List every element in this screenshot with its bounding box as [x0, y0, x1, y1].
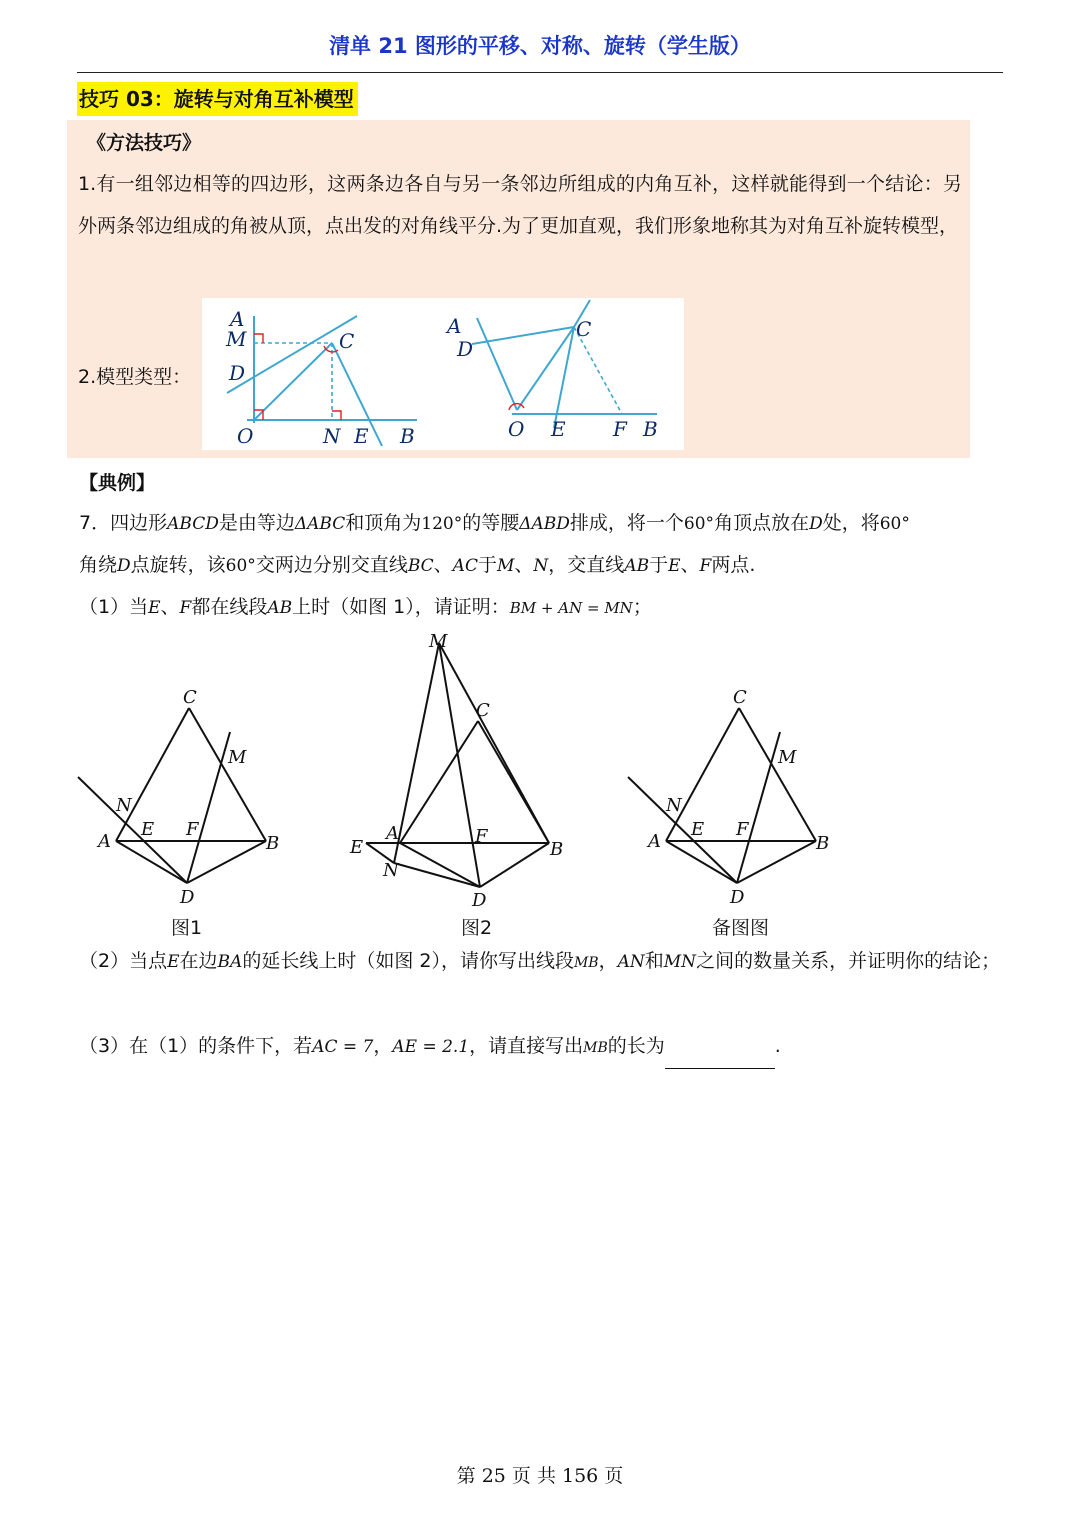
fig2-label-B: B — [550, 839, 564, 860]
header-divider — [77, 72, 1003, 73]
fig1-label-M: M — [228, 747, 247, 768]
fig2-label-E: E — [350, 837, 364, 858]
model-right-label-F: F — [613, 417, 627, 441]
page-footer: 第 25 页 共 156 页 — [456, 1465, 624, 1487]
fig2-caption: 图2 — [461, 917, 493, 939]
model-left-label-A: A — [230, 307, 245, 331]
fig1-label-C: C — [183, 687, 197, 708]
model-type-label: 2.模型类型： — [78, 366, 192, 388]
fig1-label-E: E — [141, 819, 155, 840]
fig2-label-N: N — [383, 860, 399, 881]
model-left-label-O: O — [237, 424, 254, 448]
fig1-label-N: N — [116, 795, 132, 816]
fig1-label-A: A — [98, 831, 111, 852]
model-right-label-O: O — [508, 417, 525, 441]
figures-area — [70, 625, 1010, 945]
fig2-label-A: A — [386, 823, 399, 844]
model-right-label-B: B — [643, 417, 658, 441]
model-diagram — [202, 298, 684, 450]
question-7-line-1: 7．四边形ABCD是由等边ΔABC和顶角为120°的等腰ΔABD排成，将一个60°角顶点放在D处，将60° — [79, 512, 910, 534]
model-left-label-E: E — [354, 424, 369, 448]
method-heading: 《方法技巧》 — [87, 132, 202, 154]
answer-blank[interactable] — [665, 1046, 775, 1069]
fig2-label-C: C — [476, 700, 490, 721]
section-title: 技巧 03：旋转与对角互补模型 — [77, 82, 358, 116]
model-right-label-E: E — [551, 417, 566, 441]
fig3-label-N: N — [666, 795, 682, 816]
fig1-label-B: B — [266, 833, 280, 854]
model-right-label-A: A — [447, 314, 462, 338]
method-text: 1.有一组邻边相等的四边形，这两条边各自与另一条邻边所组成的内角互补，这样就能得到一个结论：另外两条邻边组成的角被从顶，点出发的对角线平分.为了更加直观，我们形象地称其为对角互补旋转模型， — [78, 173, 962, 237]
page-header-title: 清单 21 图形的平移、对称、旋转（学生版） — [329, 34, 751, 58]
question-7-part-3: （3）在（1）的条件下，若AC = 7，AE = 2.1，请直接写出MB的长为 . — [79, 1025, 1009, 1069]
model-left-label-M: M — [226, 327, 247, 351]
fig3-caption: 备图图 — [712, 917, 770, 939]
model-right-label-C: C — [576, 317, 592, 341]
fig3-label-D: D — [730, 887, 745, 908]
question-7-line-2: 角绕D点旋转，该60°交两边分别交直线BC、AC于M、N，交直线AB于E、F两点. — [79, 554, 756, 576]
fig2-label-D: D — [472, 890, 487, 911]
fig3-label-C: C — [733, 687, 747, 708]
fig1-label-F: F — [186, 819, 199, 840]
fig1-caption: 图1 — [171, 917, 203, 939]
fig2-label-M: M — [429, 631, 448, 652]
model-left-label-B: B — [400, 424, 415, 448]
model-right-label-D: D — [457, 337, 474, 361]
question-7-part-2: （2）当点E在边BA的延长线上时（如图 2），请你写出线段MB，AN和MN之间的数量关系，并证明你的结论； — [79, 950, 1001, 972]
fig2-label-F: F — [475, 826, 488, 847]
fig3-label-B: B — [816, 833, 830, 854]
model-left-label-N: N — [323, 424, 341, 448]
fig3-label-A: A — [648, 831, 661, 852]
example-heading: 【典例】 — [79, 472, 156, 494]
model-left-label-D: D — [229, 361, 246, 385]
fig1-label-D: D — [180, 887, 195, 908]
fig3-label-E: E — [691, 819, 705, 840]
question-7-part-1: （1）当E、F都在线段AB上时（如图 1），请证明：BM + AN = MN； — [79, 596, 652, 618]
fig3-label-M: M — [778, 747, 797, 768]
fig3-label-F: F — [736, 819, 749, 840]
model-left-label-C: C — [339, 329, 355, 353]
